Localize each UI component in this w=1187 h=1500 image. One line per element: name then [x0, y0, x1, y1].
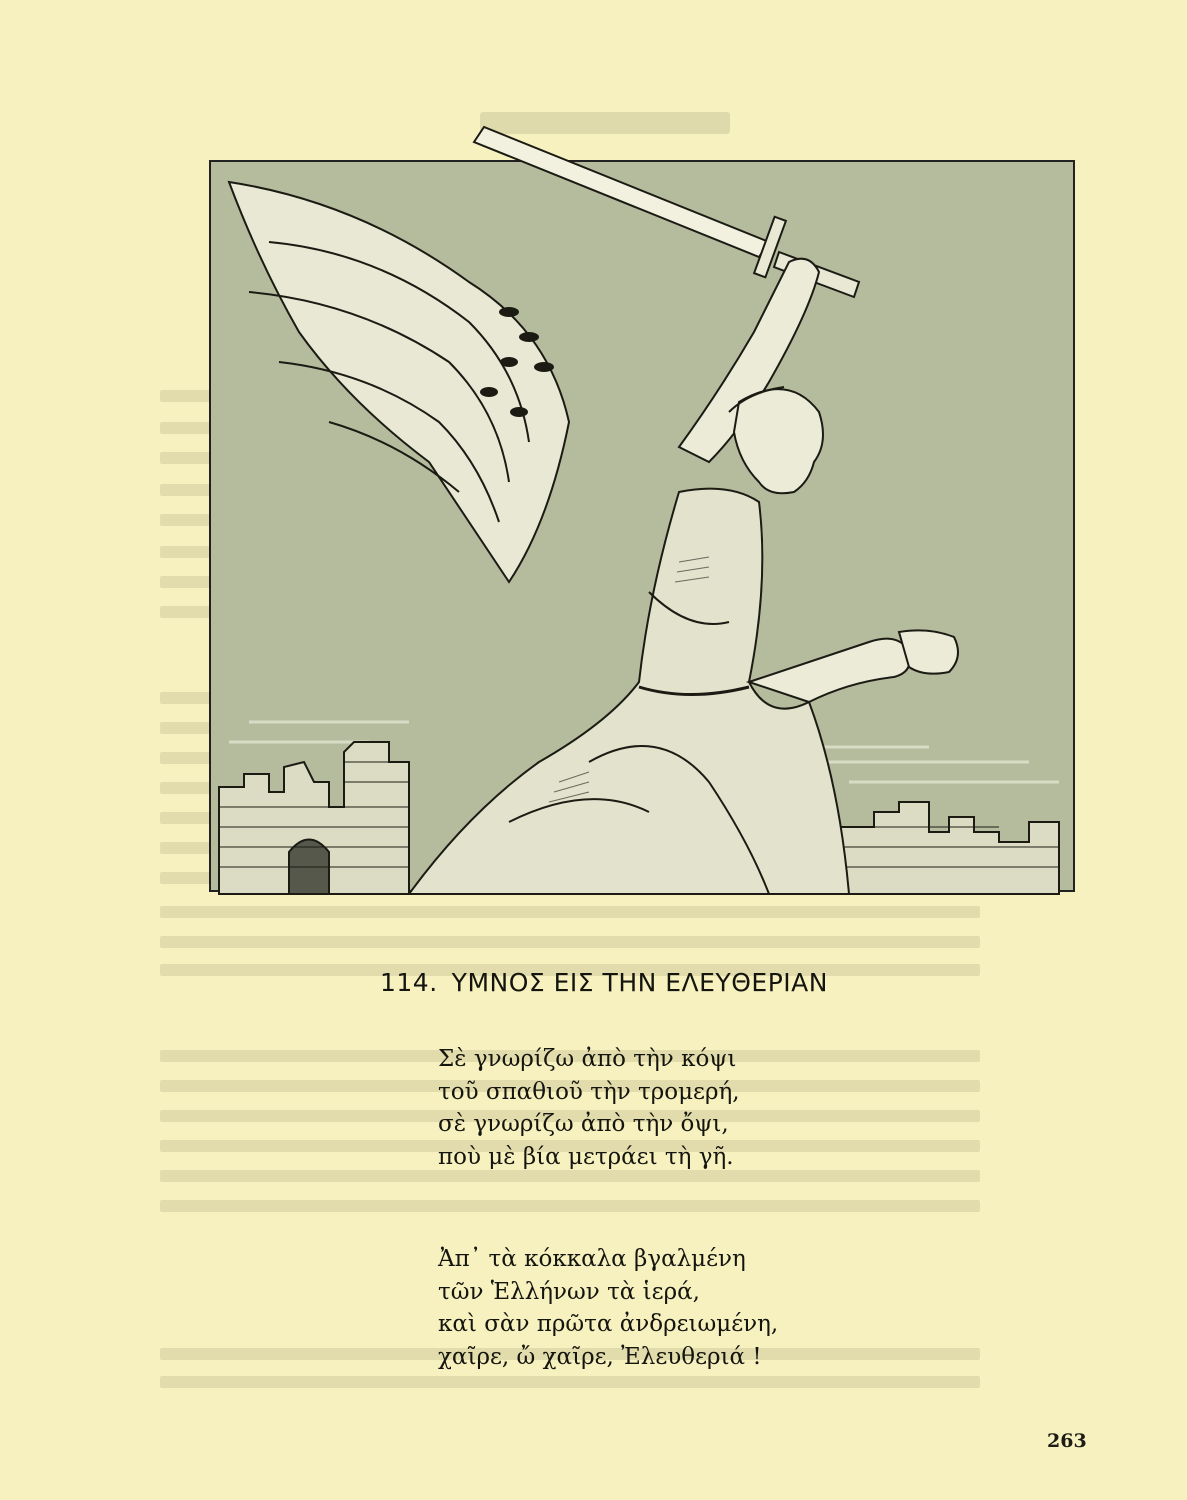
stanza-1 — [438, 1043, 878, 1173]
stanza-2 — [438, 1243, 878, 1373]
ruins-right — [839, 802, 1059, 894]
verse-line: Σὲ γνωρίζω ἀπὸ τὴν κόψι — [438, 1046, 737, 1072]
verse-line: τοῦ σπαθιοῦ τὴν τρομερή, — [438, 1078, 740, 1105]
page-number: 263 — [1047, 1430, 1087, 1452]
verse-line: τῶν Ἑλλήνων τὰ ἱερά, — [438, 1278, 700, 1305]
poem-number: 114. — [380, 968, 438, 997]
poem-title-text: ΥΜΝΟΣ ΕΙΣ ΤΗΝ ΕΛΕΥΘΕΡΙΑΝ — [451, 968, 828, 997]
fist-arm — [749, 630, 958, 702]
head — [729, 387, 823, 493]
verse-line: Ἀπ᾽ τὰ κόκκαλα βγαλμένη — [438, 1246, 746, 1272]
verse-line: σὲ γνωρίζω ἀπὸ τὴν ὄψι, — [438, 1111, 729, 1137]
wings — [229, 182, 569, 582]
ruins-left — [219, 742, 409, 894]
poem-title — [380, 968, 940, 997]
verse-line: χαῖρε, ὤ χαῖρε, Ἐλευθεριά ! — [438, 1343, 762, 1370]
verse-line: καὶ σὰν πρῶτα ἀνδρειωμένη, — [438, 1311, 779, 1337]
verse-line: ποὺ μὲ βία μετράει τὴ γῆ. — [438, 1143, 734, 1170]
winged-figure-drawing — [209, 112, 1075, 894]
winged-liberty-illustration — [209, 160, 1075, 892]
